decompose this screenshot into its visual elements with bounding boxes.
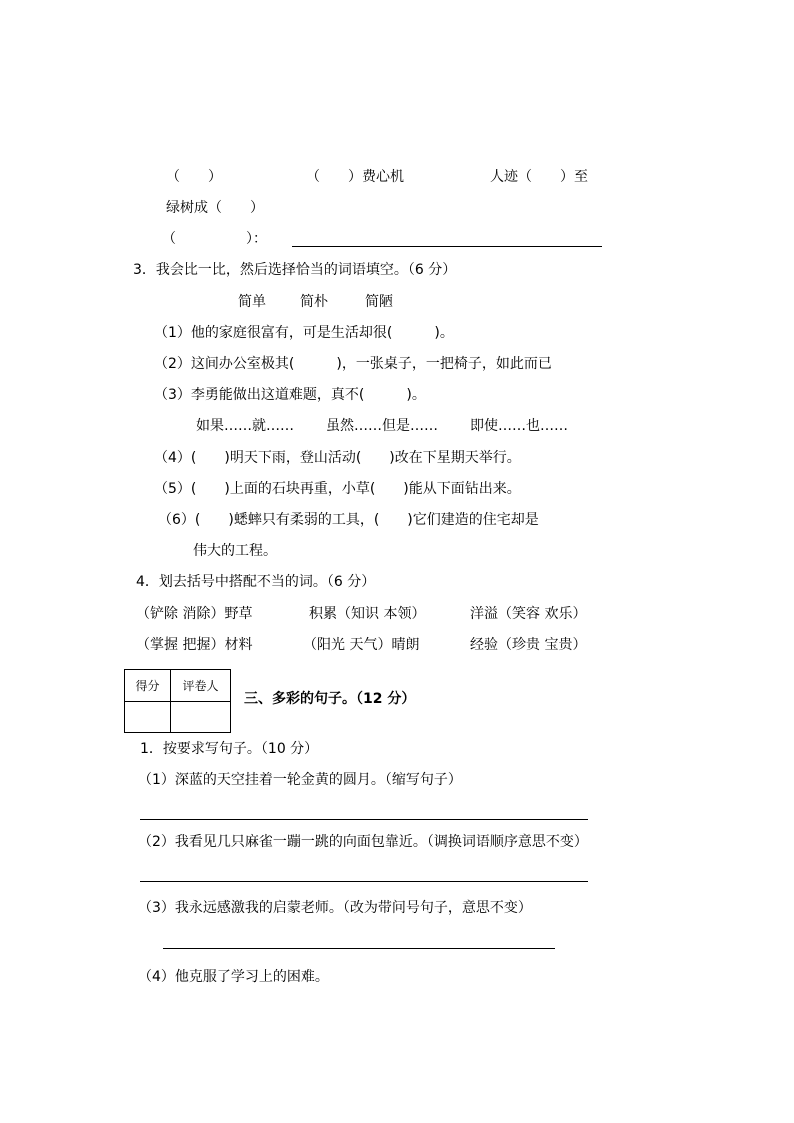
score-table [124, 669, 231, 733]
answer-line [292, 246, 602, 247]
conjunction-option: 如果……就…… [196, 418, 294, 434]
word-option: 简单 [238, 294, 266, 310]
conjunction-option: 虽然……但是…… [326, 418, 438, 434]
section3-title: 三、多彩的句子。（12 分） [244, 691, 416, 707]
q4-pair: （铲除 消除）野草 [136, 606, 253, 622]
q3-item-4: （4）( )明天下雨，登山活动( )改在下星期天举行。 [154, 450, 521, 466]
q4-pair: （掌握 把握）材料 [136, 637, 253, 653]
word-option: 简陋 [365, 294, 393, 310]
idiom-blank-3: 人迹（ ）至 [490, 169, 588, 185]
answer-line [140, 819, 588, 820]
q4-pair: 经验（珍贵 宝贵） [470, 637, 587, 653]
q3-item-5: （5）( )上面的石块再重，小草( )能从下面钻出来。 [154, 481, 521, 497]
score-header: 得分 [125, 670, 171, 702]
sentence-task-4: （4）他克服了学习上的困难。 [138, 969, 329, 985]
q4-title: 4．划去括号中搭配不当的词。（6 分） [136, 574, 376, 590]
q4-pair: （阳光 天气）晴朗 [303, 637, 420, 653]
grader-header: 评卷人 [171, 670, 231, 702]
q3-item-6-cont: 伟大的工程。 [193, 543, 277, 559]
q3-item-2: （2）这间办公室极其( )，一张桌子，一把椅子，如此而已 [154, 356, 552, 372]
grader-cell[interactable] [171, 702, 231, 733]
sentence-task-1: （1）深蓝的天空挂着一轮金黄的圆月。（缩写句子） [138, 772, 462, 788]
word-option: 简朴 [300, 294, 328, 310]
section3-q1-title: 1．按要求写句子。（10 分） [140, 741, 319, 757]
score-cell[interactable] [125, 702, 171, 733]
q4-pair: 积累（知识 本领） [309, 606, 426, 622]
q3-item-6: （6）( )蟋蟀只有柔弱的工具，( )它们建造的住宅却是 [158, 512, 539, 528]
idiom-blank-1: （ ） [166, 169, 222, 185]
q4-pair: 洋溢（笑容 欢乐） [470, 606, 587, 622]
q3-item-1: （1）他的家庭很富有，可是生活却很( )。 [154, 325, 454, 341]
q3-title: 3．我会比一比，然后选择恰当的词语填空。（6 分） [133, 262, 457, 278]
q3-item-3: （3）李勇能做出这道难题，真不( )。 [154, 387, 426, 403]
sentence-task-3: （3）我永远感激我的启蒙老师。（改为带问号句子，意思不变） [138, 900, 532, 916]
answer-line [163, 948, 555, 949]
sentence-task-2: （2）我看见几只麻雀一蹦一跳的向面包靠近。（调换词语顺序意思不变） [138, 834, 588, 850]
answer-line [140, 881, 588, 882]
idiom-blank-4: 绿树成（ ） [166, 200, 264, 216]
idiom-category-blank: （ ）： [162, 231, 267, 247]
idiom-blank-2: （ ）费心机 [306, 169, 404, 185]
conjunction-option: 即使……也…… [470, 418, 568, 434]
